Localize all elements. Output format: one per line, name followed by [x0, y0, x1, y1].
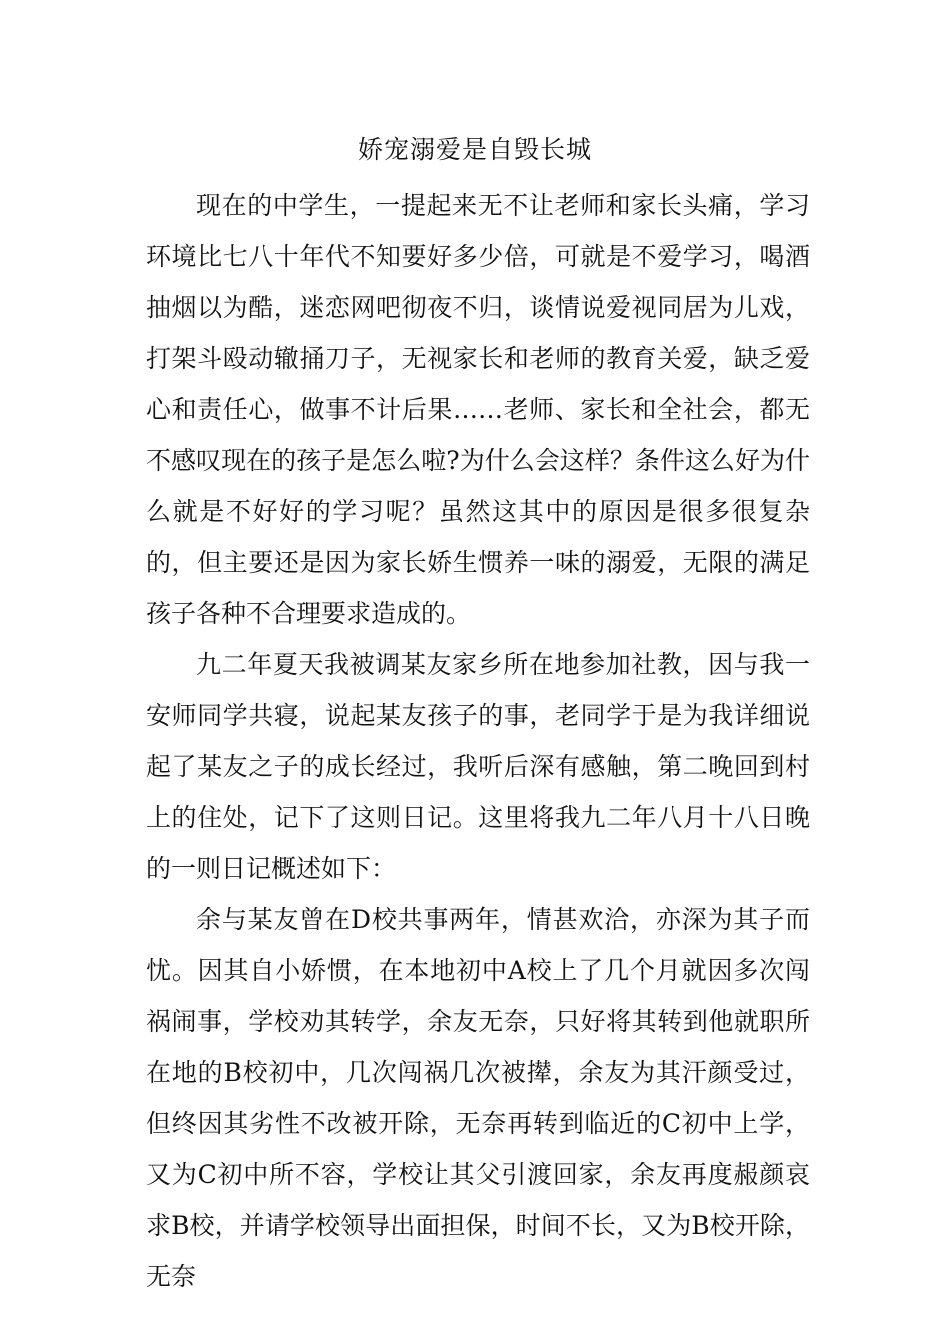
- document-body: [146, 180, 810, 1302]
- paragraph-3: 余与某友曾在D校共事两年，情甚欢洽，亦深为其子而忧。因其自小娇惯，在本地初中A校上了几个月就因多次闯祸闹事，学校劝其转学，余友无奈，只好将其转到他就职所在地的B校初中，几次闯祸几次被撵，余友为其汗颜受过，但终因其劣性不改被开除，无奈再转到临近的C初中上学，又为C初中所不容，学校让其父引渡回家，余友再度赧颜哀求B校，并请学校领导出面担保，时间不长，又为B校开除，无奈: [146, 905, 810, 1291]
- paragraph-1: 现在的中学生，一提起来无不让老师和家长头痛，学习环境比七八十年代不知要好多少倍，可就是不爱学习，喝酒抽烟以为酷，迷恋网吧彻夜不归，谈情说爱视同居为儿戏，打架斗殴动辙捅刀子，无视家长和老师的教育关爱，缺乏爱心和责任心，做事不计后果……老师、家长和全社会，都无不感叹现在的孩子是怎么啦?为什么会这样？条件这么好为什么就是不好好的学习呢？虽然这其中的原因是很多很复杂的，但主要还是因为家长娇生惯养一味的溺爱，无限的满足孩子各种不合理要求造成的。: [146, 191, 810, 628]
- paragraph-2: 九二年夏天我被调某友家乡所在地参加社教，因与我一安师同学共寝，说起某友孩子的事，老同学于是为我详细说起了某友之子的成长经过，我听后深有感触，第二晚回到村上的住处，记下了这则日记。这里将我九二年八月十八日晚的一则日记概述如下：: [146, 650, 810, 883]
- document-title: 娇宠溺爱是自毁长城: [357, 135, 592, 164]
